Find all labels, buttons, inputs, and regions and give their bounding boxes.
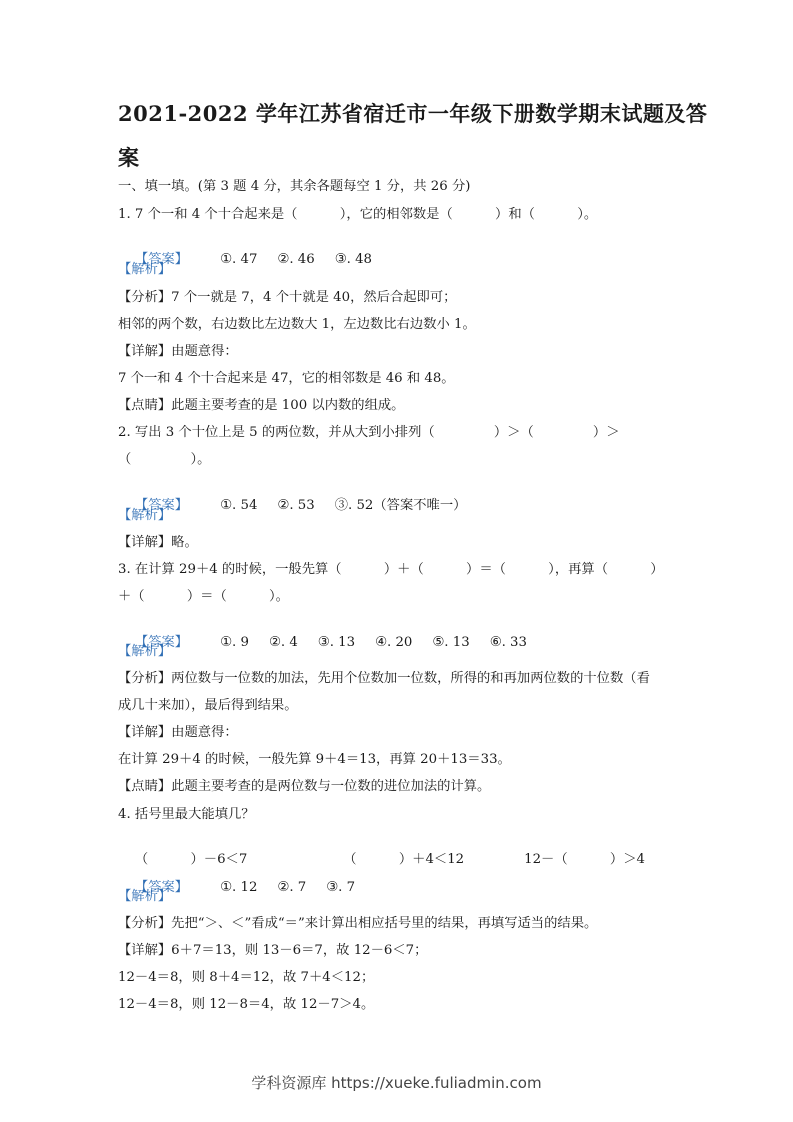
- q4-answer-2: ②. 7: [277, 880, 307, 895]
- q1-dianjing: 【点睛】此题主要考查的是 100 以内数的组成。: [118, 398, 405, 413]
- question-3-cont: ＋（ ）＝（ ）。: [118, 589, 289, 604]
- answer-label: 【答案】: [134, 498, 189, 513]
- q3-answer-1: ①. 9: [220, 635, 249, 650]
- answer-label: 【答案】: [134, 252, 189, 267]
- title-line-1: 2021-2022 学年江苏省宿迁市一年级下册数学期末试题及答: [118, 101, 708, 126]
- q4-xiangjie-3: 12－4＝8，则 12－8＝4，故 12－7＞4。: [118, 997, 375, 1012]
- q4-item-3: 12－（ ）＞4: [524, 852, 645, 867]
- q3-answer-5: ⑤. 13: [432, 635, 470, 650]
- q1-answer-2: ②. 46: [277, 252, 315, 267]
- page-footer: 学科资源库 https://xueke.fuliadmin.com: [251, 1074, 542, 1092]
- q1-fenxi: 【分析】7 个一就是 7，4 个十就是 40，然后合起即可；: [118, 290, 457, 305]
- q3-xiangjie-2: 在计算 29＋4 的时候，一般先算 9＋4＝13，再算 20＋13＝33。: [118, 752, 511, 767]
- q2-xiangjie: 【详解】略。: [118, 535, 198, 550]
- question-2: 2. 写出 3 个十位上是 5 的两位数，并从大到小排列（ ）＞（ ）＞: [118, 425, 620, 440]
- q3-dianjing: 【点睛】此题主要考查的是两位数与一位数的进位加法的计算。: [118, 779, 491, 794]
- q1-xiangjie: 【详解】由题意得：: [118, 344, 238, 359]
- q3-answer-3: ③. 13: [317, 635, 356, 650]
- q3-fenxi: 【分析】两位数与一位数的加法，先用个位数加一位数，所得的和再加两位数的十位数（看: [118, 671, 650, 686]
- q2-answer-1: ①. 54: [220, 498, 258, 513]
- q4-item-1: （ ）－6＜7: [134, 852, 248, 867]
- q4-answer-3: ③. 7: [326, 880, 356, 895]
- q4-xiangjie-2: 12－4＝8，则 8＋4＝12，故 7＋4＜12；: [118, 970, 375, 985]
- q1-analysis-label: 【解析】: [118, 262, 172, 277]
- q4-fenxi: 【分析】先把“＞、＜”看成“＝”来计算出相应括号里的结果，再填写适当的结果。: [118, 916, 598, 931]
- question-2-cont: （ ）。: [118, 452, 211, 467]
- q2-analysis-label: 【解析】: [118, 508, 172, 523]
- q2-answer-3: ③. 52（答案不唯一）: [334, 498, 467, 513]
- q3-analysis-label: 【解析】: [118, 644, 172, 659]
- title-line-2: 案: [118, 145, 140, 170]
- q4-xiangjie: 【详解】6＋7＝13，则 13－6＝7，故 12－6＜7；: [118, 943, 428, 958]
- q2-answer-2: ②. 53: [277, 498, 315, 513]
- q1-fenxi-2: 相邻的两个数，右边数比左边数大 1，左边数比右边数小 1。: [118, 317, 476, 332]
- q4-item-2: （ ）＋4＜12: [343, 852, 465, 867]
- q4-answer-1: ①. 12: [220, 880, 258, 895]
- question-3: 3. 在计算 29＋4 的时候，一般先算（ ）＋（ ）＝（ ），再算（ ）: [118, 562, 664, 577]
- q1-answer-1: ①. 47: [220, 252, 258, 267]
- answer-label: 【答案】: [134, 635, 189, 650]
- q1-answer-3: ③. 48: [334, 252, 372, 267]
- question-1: 1. 7 个一和 4 个十合起来是（ ），它的相邻数是（ ）和（ ）。: [118, 207, 598, 222]
- q4-analysis-label: 【解析】: [118, 889, 172, 904]
- question-4: 4. 括号里最大能填几？: [118, 807, 255, 822]
- q3-answer-4: ④. 20: [375, 635, 413, 650]
- q3-answer-2: ②. 4: [268, 635, 298, 650]
- section-heading: 一、填一填。(第 3 题 4 分，其余各题每空 1 分，共 26 分): [118, 179, 471, 194]
- answer-label: 【答案】: [134, 880, 189, 895]
- q3-xiangjie: 【详解】由题意得：: [118, 725, 238, 740]
- q3-fenxi-2: 成几十来加），最后得到结果。: [118, 698, 298, 713]
- q1-xiangjie-2: 7 个一和 4 个十合起来是 47，它的相邻数是 46 和 48。: [118, 371, 455, 386]
- q3-answer-row: [118, 616, 527, 670]
- q3-answer-6: ⑥. 33: [489, 635, 527, 650]
